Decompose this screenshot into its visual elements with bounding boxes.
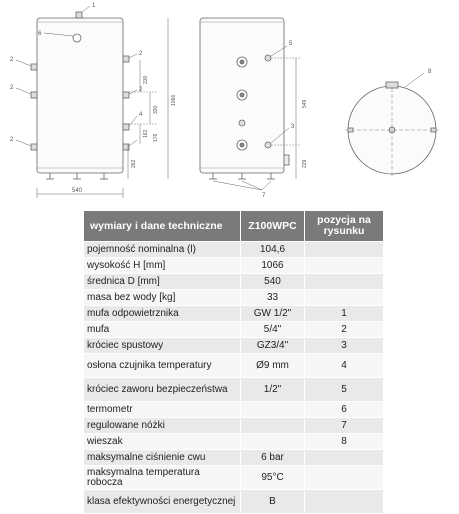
row-value: GZ3/4" — [241, 338, 305, 354]
table-row — [84, 402, 384, 418]
side-view — [200, 18, 300, 190]
row-value: 540 — [241, 274, 305, 290]
table-row — [84, 306, 384, 322]
row-label: osłona czujnika temperatury — [84, 354, 241, 378]
row-position: 1 — [305, 306, 384, 322]
table-row — [84, 242, 384, 258]
row-label: mufa — [84, 322, 241, 338]
callout-label: 4 — [139, 112, 143, 118]
dimension-label: 1066 — [171, 94, 177, 106]
table-body — [84, 242, 384, 514]
row-value: 1066 — [241, 258, 305, 274]
row-position: 3 — [305, 338, 384, 354]
dimension-label: 330 — [153, 105, 159, 114]
row-position — [305, 490, 384, 514]
vent-socket — [76, 12, 82, 18]
safety-valve-socket — [265, 55, 271, 61]
header-model: Z100WPC — [241, 211, 305, 242]
dimension-label: 176 — [153, 133, 159, 142]
row-value — [241, 402, 305, 418]
callout-label: 3 — [291, 124, 295, 130]
row-value: B — [241, 490, 305, 514]
row-value — [241, 418, 305, 434]
dimension-label: 230 — [143, 75, 149, 84]
row-value: 95°C — [241, 466, 305, 490]
row-position: 8 — [305, 434, 384, 450]
row-position — [305, 242, 384, 258]
row-label: maksymalna temperatura robocza — [84, 466, 241, 490]
callout-label: 1 — [92, 3, 96, 9]
row-label: króciec spustowy — [84, 338, 241, 354]
row-label: średnica D [mm] — [84, 274, 241, 290]
callout-label: 5 — [289, 41, 293, 47]
table-row — [84, 338, 384, 354]
row-value: 5/4" — [241, 322, 305, 338]
row-position — [305, 450, 384, 466]
table-row — [84, 490, 384, 514]
row-value: 6 bar — [241, 450, 305, 466]
row-position — [305, 258, 384, 274]
table-row — [84, 378, 384, 402]
thermometer-symbol — [73, 34, 81, 42]
callout-label: 6 — [38, 31, 42, 37]
callout-label: 2 — [10, 57, 14, 63]
table-header-row — [84, 211, 384, 242]
width-dimension-label: 540 — [72, 188, 83, 194]
table-row — [84, 274, 384, 290]
row-position: 4 — [305, 354, 384, 378]
row-label: króciec zaworu bezpieczeństwa — [84, 378, 241, 402]
table-row — [84, 322, 384, 338]
dimension-label: 262 — [131, 159, 137, 168]
callout-label: 2 — [10, 85, 14, 91]
table-row — [84, 258, 384, 274]
row-value: 1/2" — [241, 378, 305, 402]
row-value — [241, 434, 305, 450]
row-position: 5 — [305, 378, 384, 402]
callout-label: 2 — [10, 137, 14, 143]
drain-socket — [265, 142, 271, 148]
row-position — [305, 290, 384, 306]
callout-label: 7 — [262, 193, 266, 199]
callout-label: 2 — [139, 51, 143, 57]
row-position — [305, 274, 384, 290]
table-row — [84, 450, 384, 466]
row-position: 7 — [305, 418, 384, 434]
top-view — [345, 73, 439, 178]
header-position: pozycja na rysunku — [305, 211, 384, 242]
row-label: wysokość H [mm] — [84, 258, 241, 274]
row-value: 104,6 — [241, 242, 305, 258]
row-position: 2 — [305, 322, 384, 338]
callout-label: 8 — [428, 69, 432, 75]
table-row — [84, 290, 384, 306]
row-value: Ø9 mm — [241, 354, 305, 378]
table-row — [84, 466, 384, 490]
row-label: regulowane nóżki — [84, 418, 241, 434]
row-position: 6 — [305, 402, 384, 418]
tank-body-front — [37, 18, 123, 173]
row-position — [305, 466, 384, 490]
header-parameters: wymiary i dane techniczne — [84, 211, 241, 242]
specifications-table — [83, 210, 384, 514]
dimension-label: 229 — [302, 159, 308, 168]
callout-label: 2 — [139, 87, 143, 93]
technical-drawing — [0, 0, 459, 208]
dimension-label: 162 — [143, 129, 149, 138]
row-label: masa bez wody [kg] — [84, 290, 241, 306]
table-row — [84, 434, 384, 450]
row-label: termometr — [84, 402, 241, 418]
table-row — [84, 418, 384, 434]
row-label: mufa odpowietrznika — [84, 306, 241, 322]
row-value: 33 — [241, 290, 305, 306]
row-label: klasa efektywności energetycznej — [84, 490, 241, 514]
row-label: pojemność nominalna (l) — [84, 242, 241, 258]
row-value: GW 1/2" — [241, 306, 305, 322]
table-row — [84, 354, 384, 378]
row-label: maksymalne ciśnienie cwu — [84, 450, 241, 466]
row-label: wieszak — [84, 434, 241, 450]
hanger-bracket — [386, 82, 398, 88]
dimension-label: 549 — [302, 99, 308, 108]
